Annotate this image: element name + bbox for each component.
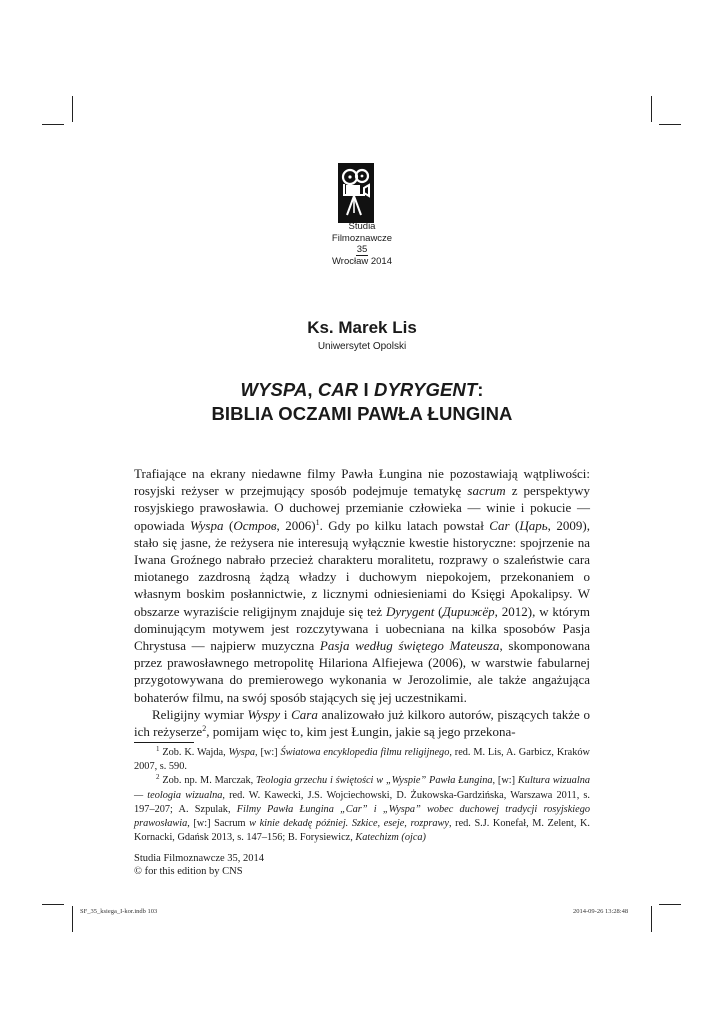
fn2-italic: Katechizm (ojca)	[355, 832, 426, 844]
p1-text: Trafiające na ekrany niedawne filmy Pawła Łungina nie pozostawiają wątpliwości: rosyjski reżyser w przejmujący sposób podejmuje tematykę	[134, 466, 590, 499]
p1-text: , 2012), w którym dominującym motywem jest rozczytywana i uobecniana na kilka sposobów Pasja Chrystusa — najpierw muzyczna	[134, 603, 590, 654]
journal-footer-line-1: Studia Filmoznawcze 35, 2014	[134, 853, 265, 864]
p1-text: . Gdy po kilku latach powstał	[319, 517, 490, 533]
fn1-text: , red. M. Lis, A. Garbicz, Kraków 2007, s. 590.	[134, 747, 590, 773]
p1-text: , skomponowana przez prawosławnego metropolitę Hilariona Alfiejewa (2006), w warstwie fabularnej przygotowywana do premierowego wykonania w Jerozolimie, ale także angażująca bohaterów filmu, na swój sposób stających się jej uczestnikami.	[134, 638, 590, 705]
paragraph-2	[134, 706, 590, 740]
fn1-italic: Wyspa	[228, 747, 256, 758]
footnote-1	[134, 746, 590, 774]
p1-text: (	[223, 517, 234, 533]
masthead-line-2: Filmoznawcze	[331, 232, 393, 244]
fn2-italic: Kultura wizualna — teologia wizualna	[134, 775, 590, 801]
fn2-text: , [w:] Sacrum	[187, 818, 250, 830]
masthead-place-year: Wrocław 2014	[331, 256, 393, 268]
fn2-italic: Teologia grzechu i świętości w „Wyspie” Pawła Łungina	[256, 775, 493, 787]
title-line-1	[112, 378, 612, 402]
p1-italic: Dyrygent	[385, 603, 435, 619]
title-sep-1: ,	[307, 379, 318, 400]
crop-mark-top-left-horizontal	[42, 124, 64, 125]
fn1-italic: Światowa encyklopedia filmu religijnego	[280, 747, 450, 758]
p2-text: Religijny wymiar	[152, 706, 248, 722]
p1-italic: Дирижёр	[442, 603, 495, 619]
p1-italic: sacrum	[467, 483, 506, 499]
title-wyspa: WYSPA	[240, 379, 308, 400]
print-slug-right: 2014-09-26 13:28:48	[573, 908, 629, 915]
fn2-text: Zob. np. M. Marczak,	[159, 775, 257, 787]
paragraph-1	[134, 465, 590, 706]
fn2-text: , red. W. Kawecki, J.S. Wojciechowski, D. Żukowska-Gardzińska, Warszawa 2011, s. 197–207; A. Szpulak,	[134, 789, 590, 815]
author-name: Ks. Marek Lis	[307, 318, 417, 337]
fn2-text: , [w:]	[492, 775, 518, 787]
crop-mark-top-right-horizontal	[659, 124, 681, 125]
p2-text: , pomijam więc to, kim jest Łungin, jakie są jego przekona-	[206, 724, 516, 740]
journal-masthead	[262, 221, 462, 268]
p1-text: , 2009), stało się jasne, że reżysera nie interesują wyłącznie kwestie historyczne: spojrzenie na Iwana Groźnego nabrało przecież charakteru moralitetu, rozprawy o szaleństwie cara miotanego zazdrosną żądzą władzy i duchowym niepokojem, przekonaniem o własnym boskim posłannictwie, z licznymi odniesieniami do Księgi Apokalipsy. W obszarze wyraziście religijnym znajduje się też	[134, 517, 590, 619]
title-line-2: BIBLIA OCZAMI PAWŁA ŁUNGINA	[211, 403, 513, 424]
footnotes	[134, 746, 590, 845]
crop-mark-bottom-left-vertical	[72, 906, 73, 932]
article-title	[112, 378, 612, 426]
fn2-italic: w kinie dekadę później. Szkice, eseje, rozprawy	[249, 818, 449, 830]
fn2-italic: Filmy Pawła Łungina „Car” i „Wyspa” wobec duchowej tradycji rosyjskiego prawosławia	[134, 803, 590, 830]
p1-italic: Остров	[233, 517, 277, 533]
title-colon: :	[477, 379, 484, 400]
title-sep-2: I	[358, 379, 375, 400]
p2-text: analizowało już kilkoro autorów, piszących także o ich reżyserze	[134, 706, 590, 740]
p1-text: z perspektywy rosyjskiego prawosławia. O duchowej przemianie człowieka — winie i pokucie — opowiada	[134, 483, 590, 533]
p1-text: (	[509, 517, 520, 533]
fn1-text: , [w:]	[255, 747, 281, 758]
p1-text: , 2006)	[276, 517, 316, 533]
p1-italic: Pasja według świętego Mateusza	[319, 638, 500, 654]
footnote-divider	[134, 742, 194, 743]
footnote-ref-1[interactable]: 1	[315, 517, 320, 527]
crop-mark-bottom-right-vertical	[651, 906, 652, 932]
journal-footer-line-2: © for this edition by CNS	[134, 866, 243, 877]
footnote-1-number: 1	[156, 745, 160, 753]
journal-footer	[134, 852, 434, 878]
film-camera-logo-icon	[338, 163, 374, 223]
crop-mark-bottom-right-horizontal	[659, 904, 681, 905]
article-body	[134, 465, 590, 740]
crop-mark-top-right-vertical	[651, 96, 652, 122]
author-affiliation: Uniwersytet Opolski	[317, 341, 407, 352]
p1-italic: Car	[489, 517, 510, 533]
crop-mark-bottom-left-horizontal	[42, 904, 64, 905]
masthead-line-1: Studia	[348, 221, 376, 232]
p2-italic: Wyspy	[247, 706, 281, 722]
p1-italic: Царь	[519, 517, 548, 533]
p1-italic: Wyspa	[190, 517, 224, 533]
fn1-text: Zob. K. Wajda,	[159, 747, 229, 758]
p2-italic: Cara	[291, 706, 318, 722]
fn2-text: , red. S.J. Konefał, M. Zelent, K. Kornacki, Gdańsk 2013, s. 147–156; B. Forysiewicz,	[134, 818, 591, 844]
print-slug-left: SF_35_ksiega_I-kor.indb 103	[80, 908, 158, 915]
crop-mark-top-left-vertical	[72, 96, 73, 122]
title-car: CAR	[317, 379, 359, 400]
p1-text: (	[434, 603, 443, 619]
footnote-2	[134, 774, 590, 845]
footnote-2-number: 2	[156, 773, 160, 782]
footnote-ref-2[interactable]: 2	[202, 724, 207, 734]
p2-text: i	[280, 706, 292, 722]
masthead-issue-number: 35	[356, 244, 368, 256]
title-dyrygent: DYRYGENT	[374, 379, 478, 400]
